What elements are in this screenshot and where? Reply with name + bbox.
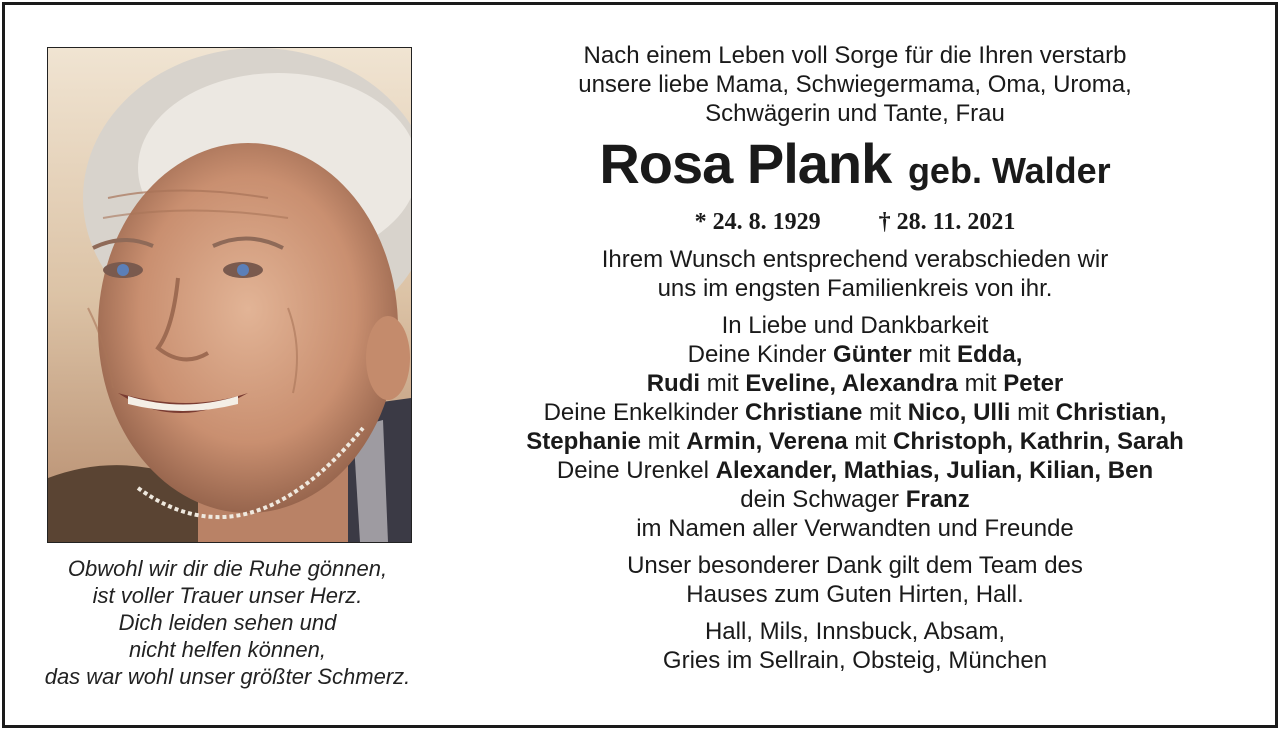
birth-name: geb. Walder xyxy=(907,150,1111,191)
text: Deine Kinder xyxy=(687,341,834,368)
text: Deine Urenkel xyxy=(556,457,716,484)
text: mit xyxy=(700,370,746,397)
text: mit xyxy=(1010,399,1056,426)
text: Deine Enkelkinder xyxy=(543,399,746,426)
poem-line: Obwohl wir dir die Ruhe gönnen, xyxy=(67,556,388,581)
name-bold: Armin, Verena xyxy=(686,428,848,455)
mourners-line xyxy=(475,456,1235,485)
places-line: Gries im Sellrain, Obsteig, München xyxy=(662,647,1048,674)
text: mit xyxy=(911,341,958,368)
deceased-name: Rosa Plank xyxy=(599,132,892,195)
poem-line: ist voller Trauer unser Herz. xyxy=(92,583,363,608)
text: dein Schwager xyxy=(740,486,906,513)
name-bold: Alexander, Mathias, Julian, Kilian, Ben xyxy=(715,457,1154,484)
death-date: † 28. 11. 2021 xyxy=(878,209,1016,235)
deceased-name-line xyxy=(475,134,1235,206)
text: mit xyxy=(640,428,687,455)
intro-line: unsere liebe Mama, Schwiegermama, Oma, Uroma, xyxy=(578,71,1132,98)
name-bold: Peter xyxy=(1003,370,1064,397)
mourners-line: im Namen aller Verwandten und Freunde xyxy=(636,515,1074,542)
name-bold: Eveline, Alexandra xyxy=(745,370,958,397)
mourners-heading: In Liebe und Dankbarkeit xyxy=(721,312,989,339)
name-bold: Günter xyxy=(833,341,912,368)
thanks-line: Unser besonderer Dank gilt dem Team des xyxy=(627,552,1083,579)
poem-line: das war wohl unser größter Schmerz. xyxy=(44,664,411,689)
mourners-line xyxy=(475,485,1235,514)
wish-line: uns im engsten Familienkreis von ihr. xyxy=(657,275,1053,302)
name-bold: Christiane xyxy=(745,399,863,426)
name-bold: Franz xyxy=(905,486,970,513)
intro-line: Nach einem Leben voll Sorge für die Ihren verstarb xyxy=(583,42,1127,69)
name-bold: Stephanie xyxy=(526,428,641,455)
poem-line: nicht helfen können, xyxy=(129,637,326,662)
obituary-card xyxy=(2,2,1278,728)
text: mit xyxy=(862,399,908,426)
mourners-line xyxy=(475,369,1235,398)
name-bold: Christian, xyxy=(1055,399,1167,426)
name-bold: Nico, Ulli xyxy=(907,399,1011,426)
portrait-photo xyxy=(47,47,412,543)
mourners-line xyxy=(475,398,1235,427)
thanks-line: Hauses zum Guten Hirten, Hall. xyxy=(686,581,1024,608)
mourners-line xyxy=(475,427,1235,456)
text: mit xyxy=(847,428,894,455)
intro-line: Schwägerin und Tante, Frau xyxy=(705,100,1005,127)
obituary-text xyxy=(475,41,1235,675)
wish-line: Ihrem Wunsch entsprechend verabschieden wir xyxy=(601,246,1109,273)
memorial-poem xyxy=(5,555,450,690)
places-line: Hall, Mils, Innsbuck, Absam, xyxy=(704,618,1006,645)
birth-date: * 24. 8. 1929 xyxy=(694,209,821,235)
name-bold: Christoph, Kathrin, Sarah xyxy=(893,428,1184,455)
portrait-illustration xyxy=(48,48,411,542)
poem-line: Dich leiden sehen und xyxy=(118,610,337,635)
name-bold: Edda, xyxy=(957,341,1023,368)
text: mit xyxy=(957,370,1004,397)
mourners-line xyxy=(475,340,1235,369)
name-bold: Rudi xyxy=(646,370,701,397)
life-dates xyxy=(475,208,1235,237)
